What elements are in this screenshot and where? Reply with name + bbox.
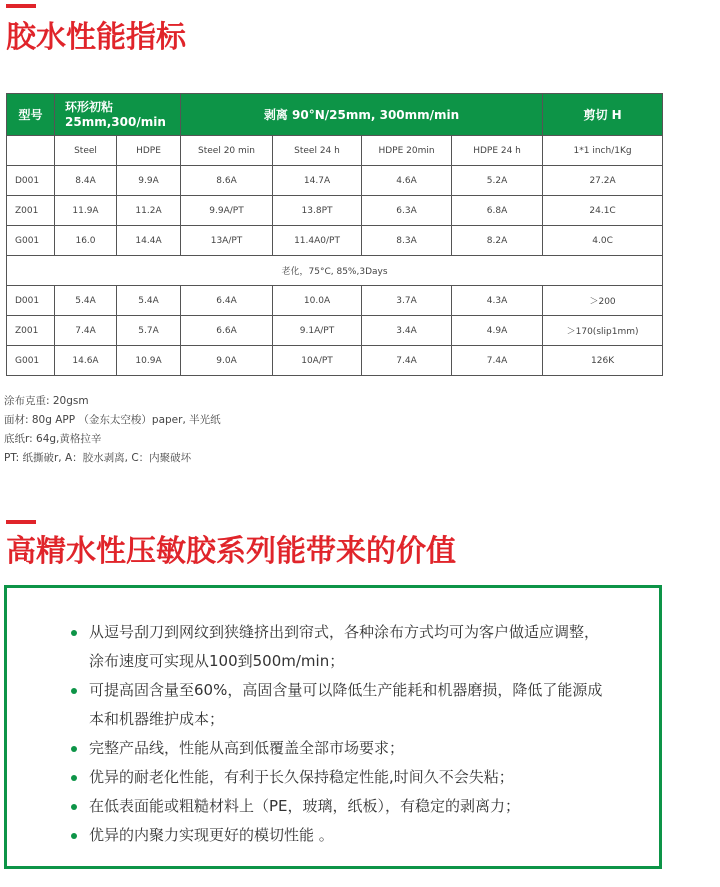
table-row bbox=[7, 316, 663, 346]
table-cell: 4.3A bbox=[452, 286, 543, 316]
table-cell: 5.2A bbox=[452, 166, 543, 196]
list-item bbox=[71, 821, 611, 850]
bullet-dot-icon bbox=[71, 746, 77, 752]
table-cell: 27.2A bbox=[543, 166, 663, 196]
table-cell: 1*1 inch/1Kg bbox=[543, 136, 663, 166]
table-cell: 5.4A bbox=[117, 286, 181, 316]
table-cell: Steel 20 min bbox=[181, 136, 273, 166]
note-line: PT: 纸撕破r, A：胶水剥离, C：内聚破坏 bbox=[4, 452, 192, 464]
list-item bbox=[71, 676, 611, 734]
table-cell: 6.6A bbox=[181, 316, 273, 346]
table-cell: 6.4A bbox=[181, 286, 273, 316]
table-row bbox=[7, 226, 663, 256]
table-cell: ＞200 bbox=[543, 286, 663, 316]
bullet-dot-icon bbox=[71, 804, 77, 810]
list-item bbox=[71, 618, 611, 676]
table-cell: 16.0 bbox=[55, 226, 117, 256]
table-cell: 14.7A bbox=[273, 166, 362, 196]
table-row bbox=[7, 346, 663, 376]
table-cell: 6.3A bbox=[362, 196, 452, 226]
table-cell: D001 bbox=[7, 286, 55, 316]
table-cell: 3.4A bbox=[362, 316, 452, 346]
table-cell: 8.4A bbox=[55, 166, 117, 196]
bullet-dot-icon bbox=[71, 630, 77, 636]
section1-accent-bar bbox=[6, 4, 36, 8]
table-cell bbox=[7, 136, 55, 166]
header-peel: 剥离 90°N/25mm, 300mm/min bbox=[181, 94, 543, 136]
note-line: 涂布克重: 20gsm bbox=[4, 395, 89, 407]
value-box bbox=[4, 585, 662, 869]
table-cell: D001 bbox=[7, 166, 55, 196]
bullet-dot-icon bbox=[71, 775, 77, 781]
table-cell: ＞170(slip1mm) bbox=[543, 316, 663, 346]
table-cell: 13A/PT bbox=[181, 226, 273, 256]
notes bbox=[4, 392, 221, 468]
table-cell: 5.7A bbox=[117, 316, 181, 346]
section1-title: 胶水性能指标 bbox=[6, 20, 186, 55]
table-cell: Z001 bbox=[7, 316, 55, 346]
table-cell: 8.3A bbox=[362, 226, 452, 256]
header-initial-tack-line2: 25mm,300/min bbox=[65, 114, 166, 129]
table-cell: Steel 24 h bbox=[273, 136, 362, 166]
table-cell: 126K bbox=[543, 346, 663, 376]
list-item bbox=[71, 734, 611, 763]
table-cell: 7.4A bbox=[452, 346, 543, 376]
table-cell: 13.8PT bbox=[273, 196, 362, 226]
list-item-text: 可提高固含量至60%，高固含量可以降低生产能耗和机器磨损，降低了能源成本和机器维护成本； bbox=[89, 681, 603, 728]
list-item bbox=[71, 763, 611, 792]
table-cell: 7.4A bbox=[362, 346, 452, 376]
header-model: 型号 bbox=[7, 94, 55, 136]
bullet-dot-icon bbox=[71, 688, 77, 694]
table-cell: HDPE 20min bbox=[362, 136, 452, 166]
table-cell: 3.7A bbox=[362, 286, 452, 316]
table-cell: 9.0A bbox=[181, 346, 273, 376]
performance-table bbox=[6, 93, 663, 376]
table-cell: 9.1A/PT bbox=[273, 316, 362, 346]
table-cell: 14.4A bbox=[117, 226, 181, 256]
table-cell: 11.9A bbox=[55, 196, 117, 226]
table-row bbox=[7, 286, 663, 316]
table-cell: 8.2A bbox=[452, 226, 543, 256]
aging-condition-row bbox=[7, 256, 663, 286]
list-item-text: 优异的内聚力实现更好的模切性能 。 bbox=[89, 826, 334, 844]
table-cell: HDPE bbox=[117, 136, 181, 166]
table-cell: Z001 bbox=[7, 196, 55, 226]
table-cell: 11.4A0/PT bbox=[273, 226, 362, 256]
table-cell: 4.0C bbox=[543, 226, 663, 256]
value-list bbox=[71, 618, 611, 850]
list-item-text: 在低表面能或粗糙材料上（PE，玻璃，纸板），有稳定的剥离力； bbox=[89, 797, 521, 815]
table-cell: 5.4A bbox=[55, 286, 117, 316]
aging-condition-label: 老化，75°C, 85%,3Days bbox=[7, 256, 663, 286]
table-cell: 9.9A bbox=[117, 166, 181, 196]
table-cell: 6.8A bbox=[452, 196, 543, 226]
list-item bbox=[71, 792, 611, 821]
table-cell: 10.0A bbox=[273, 286, 362, 316]
section2-accent-bar bbox=[6, 520, 36, 524]
table-header-row bbox=[7, 94, 663, 136]
table-cell: 24.1C bbox=[543, 196, 663, 226]
table-cell: 14.6A bbox=[55, 346, 117, 376]
table-cell: G001 bbox=[7, 346, 55, 376]
note-line: 底纸r: 64g,黄格拉辛 bbox=[4, 433, 102, 445]
note-line: 面材: 80g APP （金东太空梭）paper, 半光纸 bbox=[4, 414, 221, 426]
table-cell: G001 bbox=[7, 226, 55, 256]
table-cell: 11.2A bbox=[117, 196, 181, 226]
table-cell: 8.6A bbox=[181, 166, 273, 196]
header-initial-tack bbox=[55, 94, 181, 136]
table-cell: 10A/PT bbox=[273, 346, 362, 376]
table-row bbox=[7, 166, 663, 196]
table-cell: HDPE 24 h bbox=[452, 136, 543, 166]
table-subheader-row bbox=[7, 136, 663, 166]
list-item-text: 优异的耐老化性能，有利于长久保持稳定性能,时间久不会失粘； bbox=[89, 768, 514, 786]
list-item-text: 从逗号刮刀到网纹到狭缝挤出到帘式，各种涂布方式均可为客户做适应调整，涂布速度可实现从100到500m/min； bbox=[89, 623, 600, 670]
table-cell: 10.9A bbox=[117, 346, 181, 376]
table-cell: 7.4A bbox=[55, 316, 117, 346]
table-cell: Steel bbox=[55, 136, 117, 166]
table-cell: 9.9A/PT bbox=[181, 196, 273, 226]
table-row bbox=[7, 196, 663, 226]
bullet-dot-icon bbox=[71, 833, 77, 839]
header-initial-tack-line1: 环形初粘 bbox=[65, 99, 114, 114]
section2-title: 高精水性压敏胶系列能带来的价值 bbox=[6, 534, 456, 569]
list-item-text: 完整产品线，性能从高到低覆盖全部市场要求； bbox=[89, 739, 405, 757]
table-cell: 4.9A bbox=[452, 316, 543, 346]
header-shear: 剪切 H bbox=[543, 94, 663, 136]
table-cell: 4.6A bbox=[362, 166, 452, 196]
